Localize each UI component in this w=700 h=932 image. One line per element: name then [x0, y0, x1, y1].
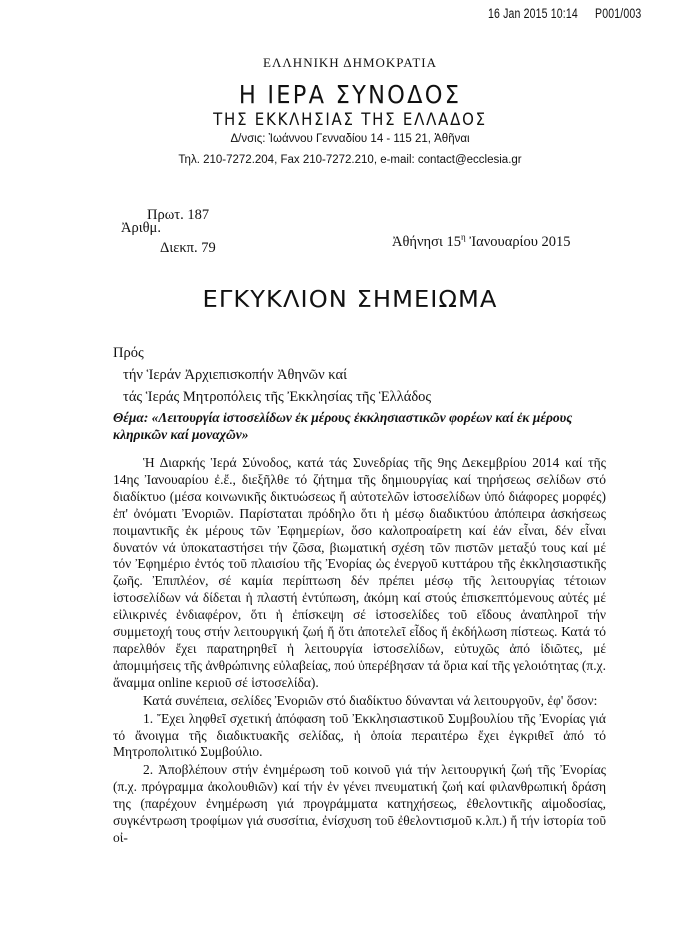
- protocol-number: Πρωτ. 187: [147, 207, 210, 223]
- fax-date: 16 Jan 2015 10:14: [488, 6, 578, 21]
- recipient-archdiocese: τήν Ἱεράν Ἀρχιεπισκοπήν Ἀθηνῶν καί: [123, 367, 347, 383]
- fax-page: P001/003: [595, 6, 642, 21]
- republic-heading: ΕΛΛΗΝΙΚΗ ΔΗΜΟΚΡΑΤΙΑ: [263, 55, 437, 70]
- church-heading: ΤΗΣ ΕΚΚΛΗΣΙΑΣ ΤΗΣ ΕΛΛΑΔΟΣ: [213, 110, 487, 130]
- body-paragraph-1: Ἡ Διαρκής Ἱερά Σύνοδος, κατά τάς Συνεδρίας τῆς 9ης Δεκεμβρίου 2014 καί τῆς 14ης Ἰανουαρίου ἐ.ἔ., διεξῆλθε τό ζήτημα τῆς δημιουργίας καί τηρήσεως σελίδων στό διαδίκτυο (μέσα κοινωνικῆς δικτυώσεως ἤ αὐτοτελῶν ἱστοσελίδων ὑπό διάφορες μορφές) ἐπ' ὀνόματι Ἐνοριῶν. Παρίσταται πρόδηλο ὅτι ἡ μέσῳ διαδικτύου ἀπόπειρα ἀσκήσεως ποιμαντικῆς ἐκ μέρους τῶν Ἐφημερίων, ὅσο καλοπροαίρετη καί ἐάν εἶναι, δέν εἶναι δυνατόν νά ὑποκαταστήσει τήν ζῶσα, βιωματική σχέση τῶν πιστῶν μεταξύ τους καί μέ τόν Ἐφημέριο ἐντός τοῦ πλαισίου τῆς Ἐνορίας ὡς ἐνεργοῦ κυττάρου τῆς ἐκκλησιαστικῆς ζωῆς. Ἐπιπλέον, σέ καμία περίπτωση δέν πρέπει μέσῳ τῆς λειτουργίας τέτοιων ἱστοσελίδων νά δίδεται ἡ πλαστή ἐντύπωση, ἀκόμη καί στούς ἐπισκεπτόμενους αὐτές μέ εἰλικρινές ἐνδιαφέρον, ὅτι ἡ ἐπίσκεψη σέ ἱστοσελίδες τοῦ εἴδους ἀναπληροῖ τήν συμμετοχή τους στήν λειτουργική ζωή ἤ ὅτι ἀποτελεῖ εἶδος ἤ ἐκδήλωση πίστεως. Κατά τό παρελθόν ἔχει παρατηρηθεῖ ἡ λειτουργία ἱστοσελίδων, εὐτυχῶς ἀπό ἰδιῶτες, μέ ἀπομιμήσεις τῆς ἀνθρώπινης εὐλαβείας, πού ὑπερέβησαν τά ὅρια καί τῆς γελοιότητας (π.χ. ἄναμμα online κεριοῦ σέ ἱστοσελίδα).: [113, 455, 606, 690]
- date-pre: Ἀθήνησι 15: [392, 233, 461, 250]
- list-item-2: 2. Ἀποβλέπουν στήν ἐνημέρωση τοῦ κοινοῦ γιά τήν λειτουργική ζωή τῆς Ἐνορίας (π.χ. πρόγραμμα ἀκολουθιῶν) καί τήν ἐν γένει πνευματική ζωή καί φιλανθρωπική δράση της (παρέχουν ἐνημέρωση γιά προγράμματα κατηχήσεως, ἐθελοντικῆς αἱμοδοσίας, συγκέντρωση τροφίμων γιά συσσίτια, ἐνίσχυση τοῦ ἐθελοντισμοῦ κ.λπ.) ἤ τήν ἱστορία τοῦ οἰ-: [113, 762, 606, 845]
- list-item-1: 1. Ἔχει ληφθεῖ σχετική ἀπόφαση τοῦ Ἐκκλησιαστικοῦ Συμβουλίου τῆς Ἐνορίας γιά τό ἄνοιγμα τῆς διαδικτυακῆς σελίδας, ἡ ὁποία περαιτέρω ἔχει ἐγκριθεῖ ἀπό τό Μητροπολιτικό Συμβούλιο.: [113, 710, 606, 760]
- letterhead-contact: Τηλ. 210-7272.204, Fax 210-7272.210, e-mail: contact@ecclesia.gr: [178, 154, 522, 166]
- recipients-to: Πρός: [113, 345, 144, 361]
- recipients-block: [113, 342, 431, 408]
- fax-header: [488, 6, 655, 21]
- synod-heading: Η ΙΕΡΑ ΣΥΝΟΔΟΣ: [238, 80, 462, 109]
- subject-line: Θέμα: «Λειτουργία ἱστοσελίδων ἐκ μέρους ἐκκλησιαστικῶν φορέων καί ἐκ μέρους κληρικῶν καί μοναχῶν»: [113, 410, 573, 442]
- date-sup: η: [460, 232, 466, 242]
- arithm-label: Ἀριθμ.: [121, 220, 161, 236]
- body-paragraph-2: Κατά συνέπεια, σελίδες Ἐνοριῶν στό διαδίκτυο δύνανται νά λειτουργοῦν, ἐφ' ὅσον:: [143, 692, 598, 708]
- date-post: Ἰανουαρίου 2015: [465, 233, 571, 250]
- document-date: [392, 232, 571, 251]
- body-text: [113, 455, 606, 847]
- recipient-metropolises: τάς Ἱεράς Μητροπόλεις τῆς Ἐκκλησίας τῆς Ἑλλάδος: [123, 389, 432, 405]
- letterhead-address: Δ/νσις: Ἰωάννου Γενναδίου 14 - 115 21, Ἀθῆναι: [230, 133, 470, 145]
- document-title: ΕΓΚΥΚΛΙΟΝ ΣΗΜΕΙΩΜΑ: [202, 287, 498, 313]
- dekp-number: Διεκπ. 79: [160, 240, 216, 256]
